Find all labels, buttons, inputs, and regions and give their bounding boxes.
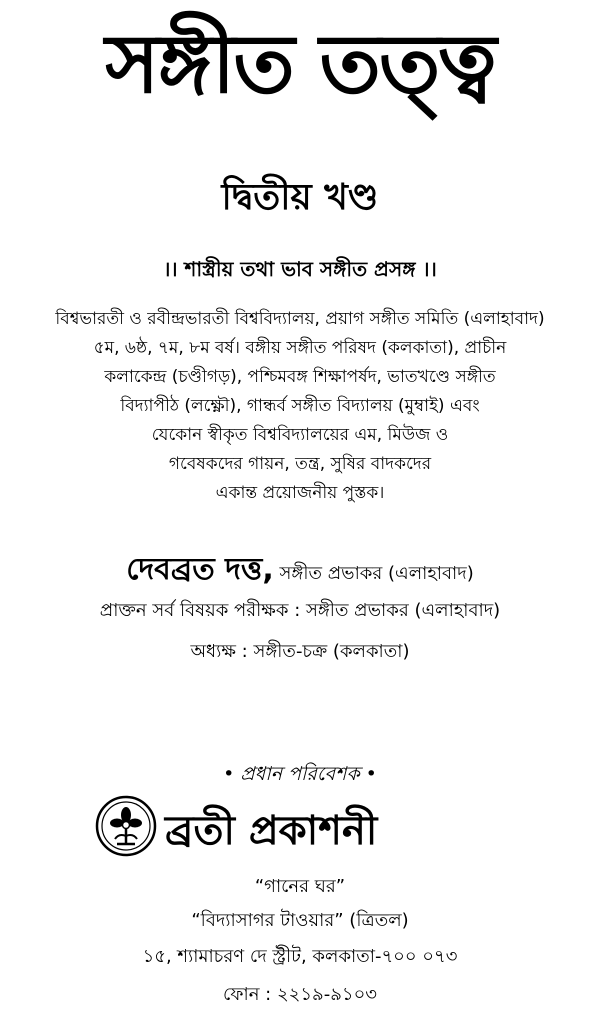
examiner-line: প্রাক্তন সর্ব বিষয়ক পরীক্ষক : সঙ্গীত প্রভাকর (এলাহাবাদ) <box>99 600 501 621</box>
publisher-row <box>0 793 600 863</box>
author-name: দেবব্রত দত্ত, <box>126 552 274 587</box>
description-line: গবেষকদের গায়ন, তন্ত্র, সুষির বাদকদের <box>168 454 432 474</box>
book-title: সঙ্গীত তত্ত্ব <box>105 17 495 112</box>
address-line-3: ১৫, শ্যামাচরণ দে স্ট্রীট, কলকাতা-৭০০ ০৭৩ <box>142 946 458 967</box>
lotus-emblem-icon <box>95 795 157 857</box>
phone-number: ফোন : ২২১৯-৯১০৩ <box>223 984 377 1005</box>
author-title: সঙ্গীত প্রভাকর (এলাহাবাদ) <box>279 563 474 584</box>
description-line: কলাকেন্দ্র (চণ্ডীগড়), পশ্চিমবঙ্গ শিক্ষাপর্ষদ, ভাতখণ্ডে সঙ্গীত <box>104 367 496 387</box>
description-line: বিদ্যাপীঠ (লক্ষ্ণৌ), গান্ধর্ব সঙ্গীত বিদ্যালয় (মুম্বাই) এবং <box>120 396 480 416</box>
description-line: যেকোন স্বীকৃত বিশ্ববিদ্যালয়ের এম, মিউজ ও <box>151 425 449 445</box>
description-line: একান্ত প্রয়োজনীয় পুস্তক। <box>215 483 385 503</box>
description-line: বিশ্বভারতী ও রবীন্দ্রভারতী বিশ্ববিদ্যালয়, প্রয়াগ সঙ্গীত সমিতি (এলাহাবাদ) <box>55 309 545 329</box>
volume-subtitle: দ্বিতীয় খণ্ড <box>221 177 379 218</box>
address-line-2: “বিদ্যাসাগর টাওয়ার” (ত্রিতল) <box>191 910 409 931</box>
publisher-name: ব্রতী প্রকাশনী <box>165 808 378 854</box>
address-line-1: “গানের ঘর” <box>254 876 346 897</box>
description-line: ৫ম, ৬ষ্ঠ, ৭ম, ৮ম বর্ষ। বঙ্গীয় সঙ্গীত পরিষদ (কলকাতা), প্রাচীন <box>93 338 507 358</box>
tagline: ।। শাস্ত্রীয় তথা ভাব সঙ্গীত প্রসঙ্গ ।। <box>163 257 437 281</box>
director-line: অধ্যক্ষ : সঙ্গীত-চক্র (কলকাতা) <box>190 641 410 662</box>
distributor-label: • প্রধান পরিবেশক • <box>223 763 377 785</box>
author-line <box>0 545 600 596</box>
description-block <box>20 305 580 508</box>
